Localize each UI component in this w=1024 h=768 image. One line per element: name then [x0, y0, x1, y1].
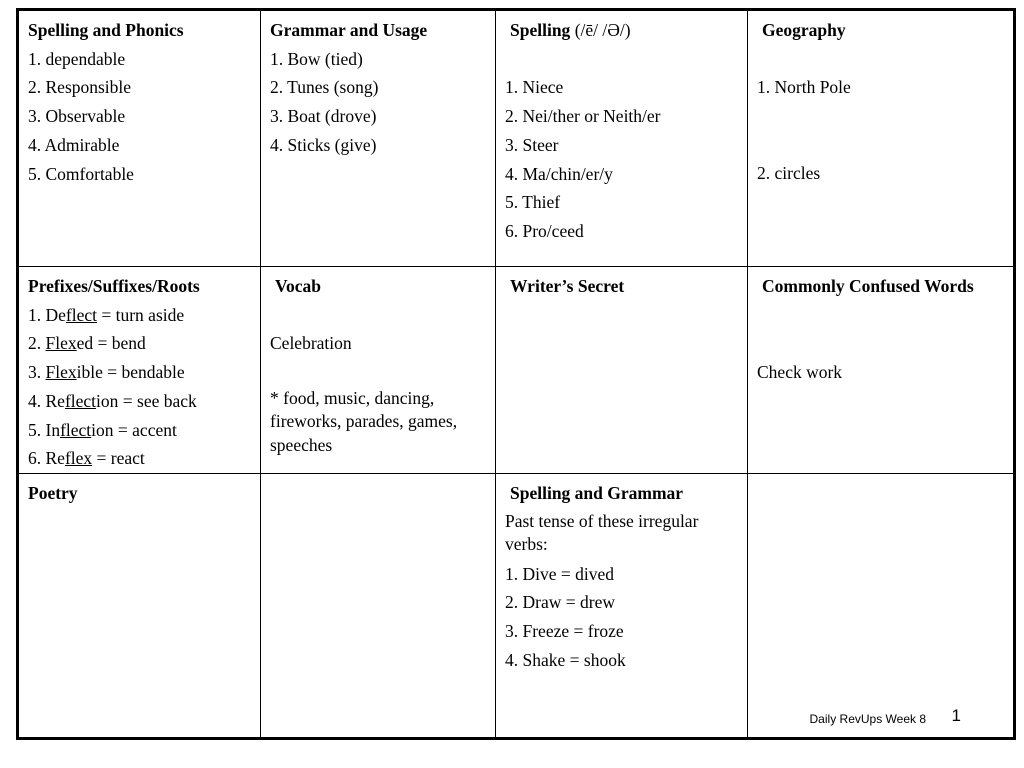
- vocab-word: Celebration: [270, 333, 352, 354]
- cell-geography: [748, 11, 1013, 267]
- spacer: [270, 358, 489, 387]
- cell-heading: [505, 16, 741, 45]
- spacer: [757, 102, 1007, 131]
- spacer: [757, 301, 1007, 330]
- list-item: 1. Dive = dived: [505, 563, 615, 584]
- cell-heading: Commonly Confused Words: [762, 276, 974, 296]
- list-item: 4. Admirable: [28, 134, 120, 155]
- heading-text: Spelling: [510, 20, 571, 40]
- list-item: 5. Comfortable: [28, 163, 134, 184]
- list-item: 5. Thief: [505, 192, 561, 213]
- root-word: flect: [65, 304, 97, 325]
- cell-vocab: [261, 267, 496, 474]
- root-word: flect: [64, 390, 97, 411]
- root-word: flect: [60, 419, 92, 440]
- confused-words-text: Check work: [757, 362, 843, 383]
- cell-heading: Writer’s Secret: [510, 276, 625, 296]
- cell-heading: Grammar and Usage: [270, 20, 428, 40]
- list-item: 2. Nei/ther or Neith/er: [505, 106, 661, 127]
- instructions-text: Past tense of these irregular verbs:: [505, 510, 699, 555]
- vocab-note: * food, music, dancing, fireworks, parades, games, speeches: [270, 387, 458, 455]
- cell-empty: [261, 474, 496, 737]
- cell-poetry: [19, 474, 261, 737]
- list-item: 4. Ma/chin/er/y: [505, 163, 613, 184]
- list-item: 5. Inflection = accent: [28, 419, 177, 440]
- spacer: [270, 301, 489, 330]
- heading-suffix: (/ē/ /Ə/): [570, 20, 631, 40]
- cell-heading: Vocab: [275, 276, 322, 296]
- spacer: [505, 45, 741, 74]
- cell-spelling-phonics: [19, 11, 261, 267]
- cell-grammar-usage: [261, 11, 496, 267]
- list-item: 3. Observable: [28, 106, 126, 127]
- cell-heading: Poetry: [28, 483, 78, 503]
- list-item: 2. Flexed = bend: [28, 333, 146, 354]
- list-item: 4. Sticks (give): [270, 134, 377, 155]
- list-item: 3. Boat (drove): [270, 106, 377, 127]
- cell-spelling-grammar: [496, 474, 748, 737]
- cell-spelling: [496, 11, 748, 267]
- cell-heading: Geography: [762, 20, 846, 40]
- list-item: 1. Niece: [505, 77, 564, 98]
- spacer: [757, 329, 1007, 358]
- list-item: 3. Steer: [505, 134, 559, 155]
- list-item: 4. Reflection = see back: [28, 390, 197, 411]
- list-item: 3. Flexible = bendable: [28, 362, 185, 383]
- list-item: 2. Tunes (song): [270, 77, 379, 98]
- spacer: [757, 45, 1007, 74]
- list-item: 1. Deflect = turn aside: [28, 304, 185, 325]
- list-item: 2. Draw = drew: [505, 592, 615, 613]
- cell-commonly-confused-words: [748, 267, 1013, 474]
- root-word: flex: [64, 448, 93, 469]
- page-number: 1: [951, 706, 961, 725]
- list-item: 1. dependable: [28, 48, 126, 69]
- cell-heading: Spelling and Grammar: [510, 483, 684, 503]
- list-item: 1. North Pole: [757, 77, 851, 98]
- list-item: 2. circles: [757, 163, 821, 184]
- list-item: 3. Freeze = froze: [505, 621, 624, 642]
- list-item: 6. Pro/ceed: [505, 220, 584, 241]
- list-item: 6. Reflex = react: [28, 448, 145, 469]
- list-item: 4. Shake = shook: [505, 649, 626, 670]
- cell-heading: Spelling and Phonics: [28, 20, 184, 40]
- cell-heading: Prefixes/Suffixes/Roots: [28, 276, 200, 296]
- cell-writers-secret: [496, 267, 748, 474]
- cell-prefixes-suffixes-roots: [19, 267, 261, 474]
- spacer: [757, 131, 1007, 160]
- footer-label: Daily RevUps Week 8: [809, 712, 926, 726]
- root-word: Flex: [45, 333, 77, 354]
- table-grid: [19, 11, 1013, 737]
- revups-answer-table: [16, 8, 1016, 740]
- root-word: Flex: [45, 362, 77, 383]
- cell-footer: [748, 474, 1013, 737]
- list-item: 1. Bow (tied): [270, 48, 363, 69]
- list-item: 2. Responsible: [28, 77, 132, 98]
